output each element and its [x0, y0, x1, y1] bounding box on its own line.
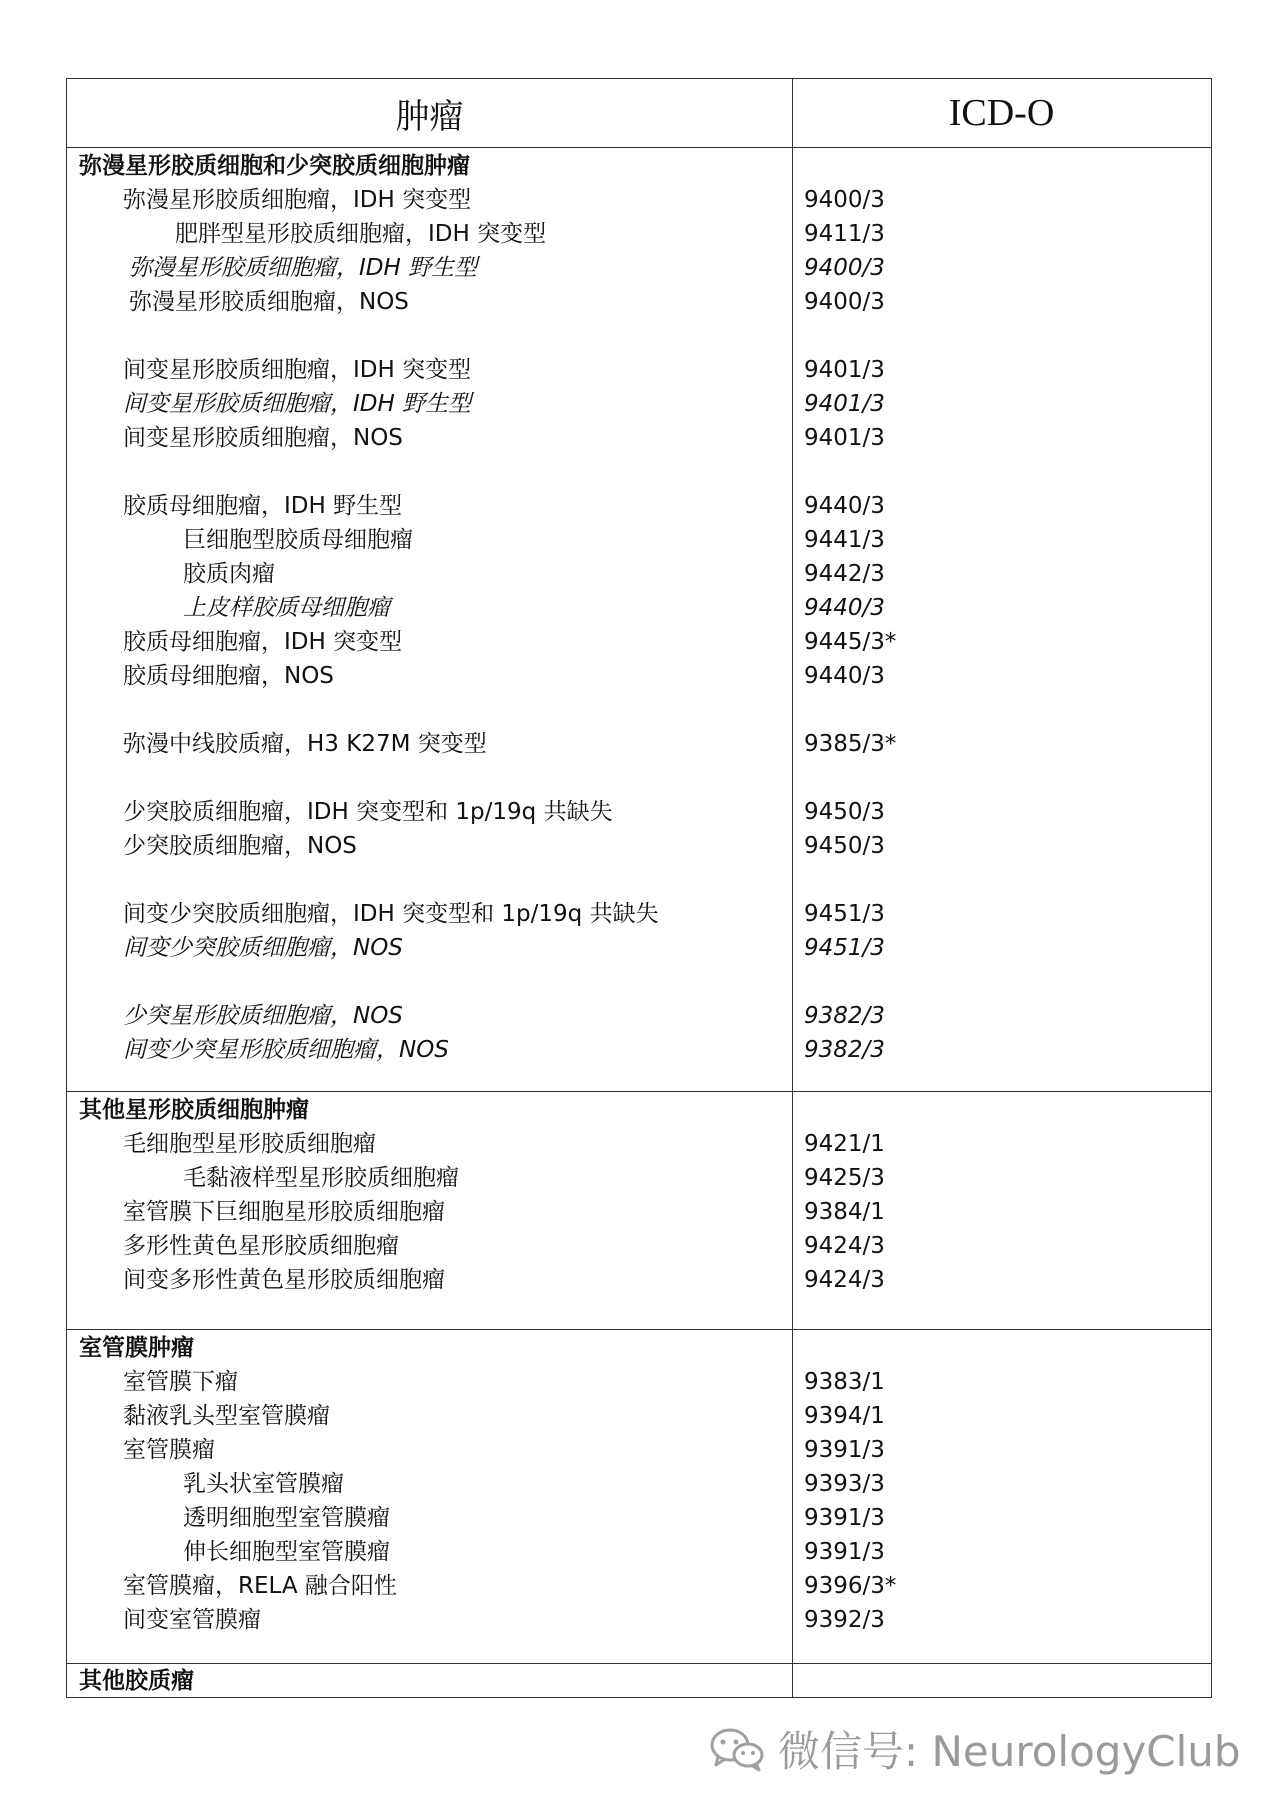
- icdo-code: 9401/3: [804, 391, 885, 417]
- icdo-code: 9385/3*: [804, 731, 897, 757]
- icdo-code: 9382/3: [804, 1037, 885, 1063]
- icdo-code: 9394/1: [804, 1403, 885, 1429]
- tumor-name: 室管膜瘤: [123, 1437, 215, 1463]
- table-row: [67, 659, 1211, 693]
- icdo-code: 9440/3: [804, 493, 885, 519]
- tumor-name: 弥漫星形胶质细胞瘤，NOS: [129, 289, 409, 315]
- table-row: [67, 931, 1211, 965]
- icdo-code: 9384/1: [804, 1199, 885, 1225]
- tumor-name: 胶质母细胞瘤，IDH 突变型: [123, 629, 403, 655]
- section-name: 室管膜肿瘤: [79, 1335, 194, 1361]
- tumor-name: 胶质母细胞瘤，NOS: [123, 663, 334, 689]
- icdo-code: 9421/1: [804, 1131, 885, 1157]
- table-row: [67, 523, 1211, 557]
- tumor-name: 间变少突胶质细胞瘤，IDH 突变型和 1p/19q 共缺失: [123, 901, 659, 927]
- table-row: [67, 1603, 1211, 1637]
- section-divider: [67, 1329, 1211, 1330]
- table-row: [67, 591, 1211, 625]
- table-row: [67, 353, 1211, 387]
- table-row: [67, 251, 1211, 285]
- table-row: [67, 1501, 1211, 1535]
- tumor-name: 多形性黄色星形胶质细胞瘤: [123, 1233, 399, 1259]
- section-name: 其他星形胶质细胞肿瘤: [79, 1097, 309, 1123]
- icdo-code: 9400/3: [804, 289, 885, 315]
- tumor-name: 伸长细胞型室管膜瘤: [183, 1539, 390, 1565]
- table-row: [67, 1433, 1211, 1467]
- icdo-code: 9424/3: [804, 1267, 885, 1293]
- tumor-name: 间变多形性黄色星形胶质细胞瘤: [123, 1267, 445, 1293]
- tumor-name: 间变少突星形胶质细胞瘤，NOS: [123, 1037, 449, 1063]
- tumor-name: 间变星形胶质细胞瘤，NOS: [123, 425, 403, 451]
- section-title: [67, 1093, 1211, 1127]
- tumor-name: 室管膜下瘤: [123, 1369, 238, 1395]
- header-divider: [67, 147, 1211, 148]
- watermark-text: 微信号: NeurologyClub: [778, 1727, 1241, 1776]
- table-row: [67, 1467, 1211, 1501]
- icdo-code: 9383/1: [804, 1369, 885, 1395]
- icdo-code: 9396/3*: [804, 1573, 897, 1599]
- tumor-name: 毛细胞型星形胶质细胞瘤: [123, 1131, 376, 1157]
- icdo-code: 9440/3: [804, 663, 885, 689]
- icdo-code: 9450/3: [804, 799, 885, 825]
- icdo-code: 9382/3: [804, 1003, 885, 1029]
- icdo-code: 9392/3: [804, 1607, 885, 1633]
- tumor-classification-table: [66, 78, 1212, 1698]
- tumor-name: 上皮样胶质母细胞瘤: [183, 595, 390, 621]
- table-row: [67, 1365, 1211, 1399]
- table-row: [67, 183, 1211, 217]
- tumor-name: 肥胖型星形胶质细胞瘤，IDH 突变型: [175, 221, 547, 247]
- icdo-code: 9401/3: [804, 425, 885, 451]
- tumor-name: 间变室管膜瘤: [123, 1607, 261, 1633]
- icdo-code: 9442/3: [804, 561, 885, 587]
- tumor-name: 室管膜瘤，RELA 融合阳性: [123, 1573, 397, 1599]
- table-row: [67, 1161, 1211, 1195]
- tumor-name: 弥漫星形胶质细胞瘤，IDH 野生型: [129, 255, 478, 281]
- icdo-code: 9391/3: [804, 1505, 885, 1531]
- tumor-name: 乳头状室管膜瘤: [183, 1471, 344, 1497]
- table-row: [67, 1569, 1211, 1603]
- tumor-name: 少突胶质细胞瘤，IDH 突变型和 1p/19q 共缺失: [123, 799, 613, 825]
- table-row: [67, 795, 1211, 829]
- tumor-name: 弥漫中线胶质瘤，H3 K27M 突变型: [123, 731, 487, 757]
- icdo-code: 9393/3: [804, 1471, 885, 1497]
- tumor-name: 少突胶质细胞瘤，NOS: [123, 833, 357, 859]
- icdo-code: 9424/3: [804, 1233, 885, 1259]
- section-title: [67, 1331, 1211, 1365]
- section-title: [67, 1664, 1211, 1698]
- icdo-code: 9391/3: [804, 1437, 885, 1463]
- table-row: [67, 285, 1211, 319]
- table-row: [67, 1195, 1211, 1229]
- table-row: [67, 217, 1211, 251]
- icdo-code: 9450/3: [804, 833, 885, 859]
- section-divider: [67, 1091, 1211, 1092]
- icdo-code: 9401/3: [804, 357, 885, 383]
- tumor-name: 胶质肉瘤: [183, 561, 275, 587]
- icdo-code: 9400/3: [804, 187, 885, 213]
- table-row: [67, 727, 1211, 761]
- icdo-code: 9411/3: [804, 221, 885, 247]
- tumor-name: 黏液乳头型室管膜瘤: [123, 1403, 330, 1429]
- header-tumor: 肿瘤: [395, 96, 464, 137]
- table-row: [67, 421, 1211, 455]
- icdo-code: 9441/3: [804, 527, 885, 553]
- tumor-name: 巨细胞型胶质母细胞瘤: [183, 527, 413, 553]
- section-name: 其他胶质瘤: [79, 1668, 194, 1694]
- tumor-name: 间变星形胶质细胞瘤，IDH 野生型: [123, 391, 472, 417]
- table-row: [67, 1399, 1211, 1433]
- table-row: [67, 1263, 1211, 1297]
- header-icdo: ICD-O: [948, 92, 1055, 134]
- table-row: [67, 1033, 1211, 1067]
- tumor-name: 毛黏液样型星形胶质细胞瘤: [183, 1165, 459, 1191]
- tumor-name: 少突星形胶质细胞瘤，NOS: [123, 1003, 403, 1029]
- table-row: [67, 557, 1211, 591]
- wechat-icon: [708, 1725, 766, 1773]
- icdo-code: 9425/3: [804, 1165, 885, 1191]
- tumor-name: 室管膜下巨细胞星形胶质细胞瘤: [123, 1199, 445, 1225]
- icdo-code: 9400/3: [804, 255, 885, 281]
- table-row: [67, 489, 1211, 523]
- icdo-code: 9391/3: [804, 1539, 885, 1565]
- table-row: [67, 387, 1211, 421]
- icdo-code: 9451/3: [804, 901, 885, 927]
- table-row: [67, 1127, 1211, 1161]
- tumor-name: 透明细胞型室管膜瘤: [183, 1505, 390, 1531]
- tumor-name: 间变星形胶质细胞瘤，IDH 突变型: [123, 357, 472, 383]
- section-name: 弥漫星形胶质细胞和少突胶质细胞肿瘤: [79, 153, 470, 179]
- tumor-name: 弥漫星形胶质细胞瘤，IDH 突变型: [123, 187, 472, 213]
- icdo-code: 9440/3: [804, 595, 885, 621]
- table-row: [67, 897, 1211, 931]
- table-row: [67, 1535, 1211, 1569]
- tumor-name: 间变少突胶质细胞瘤，NOS: [123, 935, 403, 961]
- table-row: [67, 625, 1211, 659]
- table-row: [67, 1229, 1211, 1263]
- section-title: [67, 149, 1211, 183]
- icdo-code: 9445/3*: [804, 629, 897, 655]
- tumor-name: 胶质母细胞瘤，IDH 野生型: [123, 493, 403, 519]
- table-row: [67, 829, 1211, 863]
- icdo-code: 9451/3: [804, 935, 885, 961]
- table-row: [67, 999, 1211, 1033]
- watermark: [708, 1720, 1241, 1778]
